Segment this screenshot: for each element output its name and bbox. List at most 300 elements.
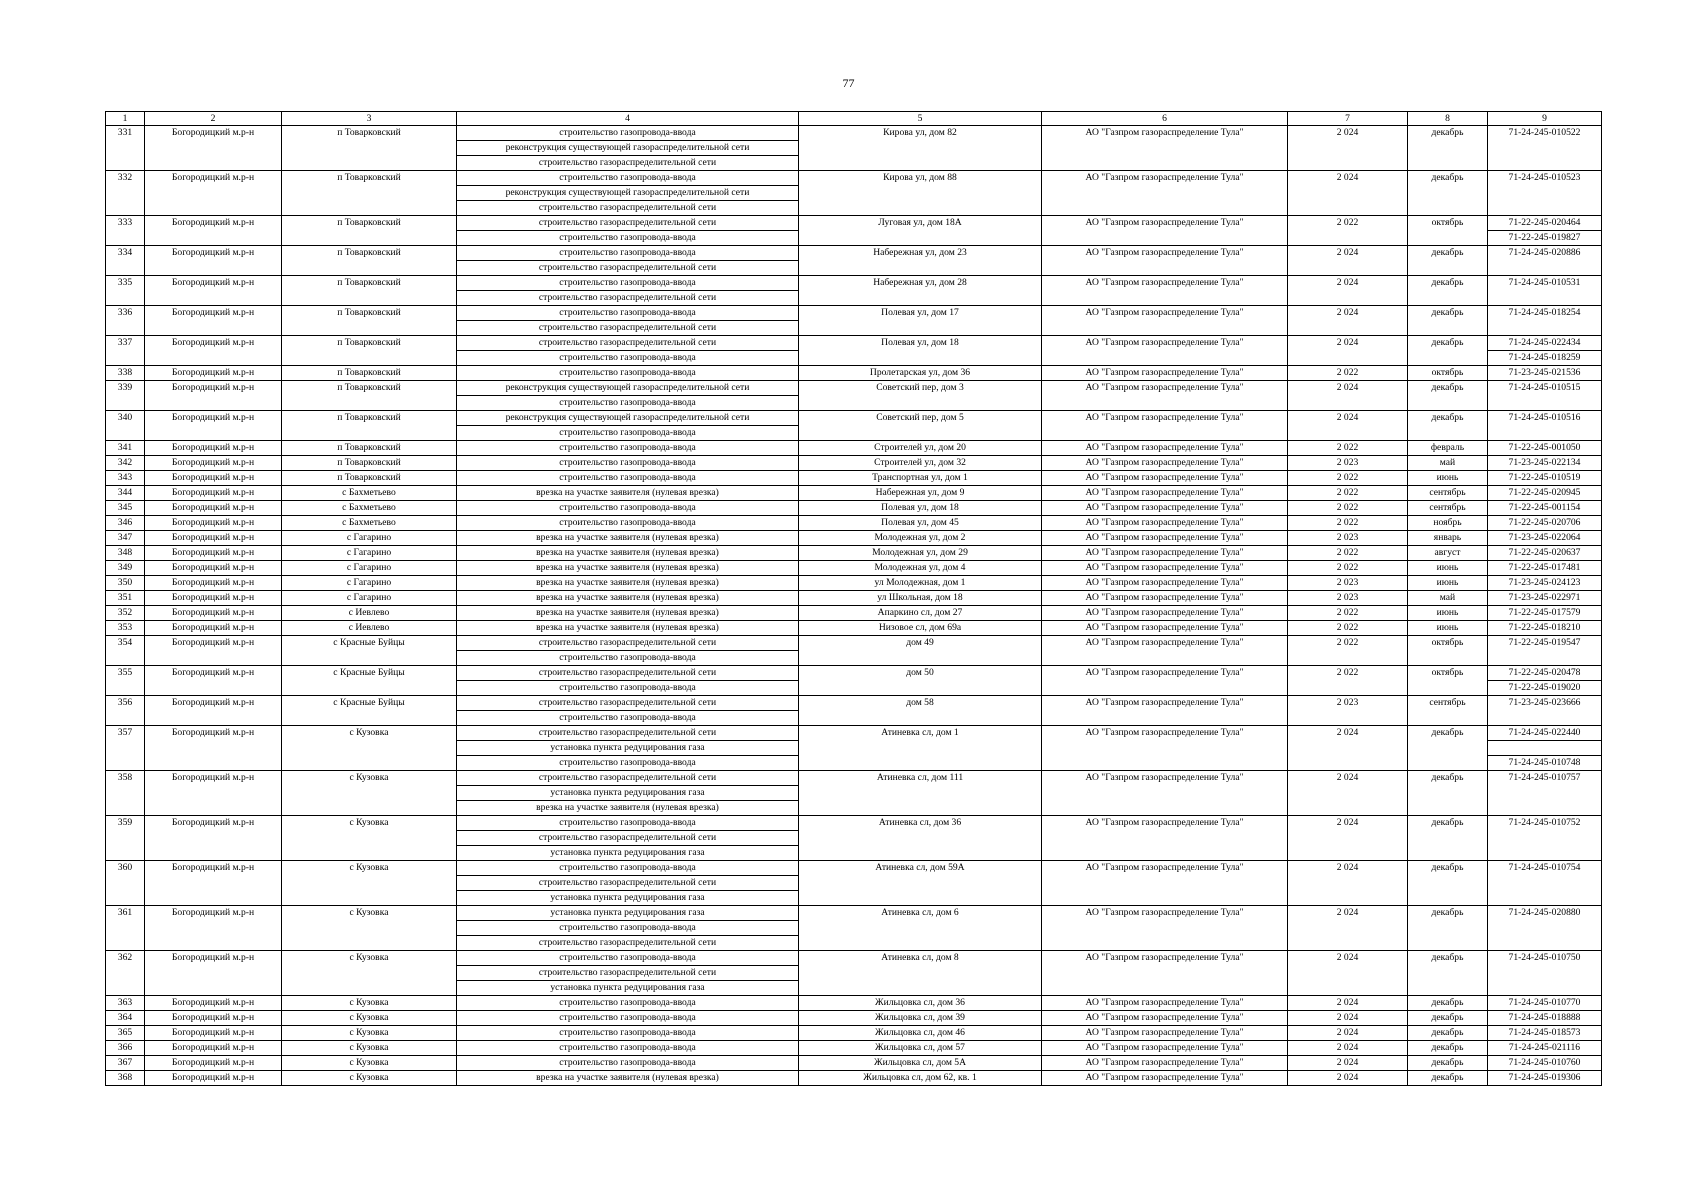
district-cell: Богородицкий м.р-н — [145, 501, 282, 516]
work-type-cell: врезка на участке заявителя (нулевая врезка) — [457, 621, 799, 636]
row-number: 346 — [106, 516, 145, 531]
locality-cell: п Товарковский — [282, 306, 457, 336]
month-cell: май — [1408, 456, 1488, 471]
table-row — [106, 576, 1602, 591]
work-type-cell: строительство газопровода-ввода — [457, 951, 799, 966]
table-row — [106, 816, 1602, 831]
work-type-cell: строительство газораспределительной сети — [457, 966, 799, 981]
address-cell: Полевая ул, дом 45 — [799, 516, 1042, 531]
address-cell: Кирова ул, дом 82 — [799, 126, 1042, 171]
month-cell: сентябрь — [1408, 696, 1488, 726]
locality-cell: п Товарковский — [282, 216, 457, 246]
year-cell: 2 024 — [1288, 861, 1408, 906]
organization-cell: АО "Газпром газораспределение Тула" — [1042, 861, 1288, 906]
organization-cell: АО "Газпром газораспределение Тула" — [1042, 1056, 1288, 1071]
month-cell: декабрь — [1408, 1041, 1488, 1056]
district-cell: Богородицкий м.р-н — [145, 126, 282, 171]
organization-cell: АО "Газпром газораспределение Тула" — [1042, 1071, 1288, 1086]
row-number: 351 — [106, 591, 145, 606]
table-row — [106, 381, 1602, 396]
table-row — [106, 546, 1602, 561]
year-cell: 2 022 — [1288, 516, 1408, 531]
year-cell: 2 023 — [1288, 696, 1408, 726]
code-cell: 71-22-245-020478 — [1488, 666, 1602, 681]
organization-cell: АО "Газпром газораспределение Тула" — [1042, 666, 1288, 696]
row-number: 366 — [106, 1041, 145, 1056]
district-cell: Богородицкий м.р-н — [145, 516, 282, 531]
work-type-cell: реконструкция существующей газораспределительной сети — [457, 411, 799, 426]
work-type-cell: врезка на участке заявителя (нулевая врезка) — [457, 591, 799, 606]
work-type-cell: установка пункта редуцирования газа — [457, 741, 799, 756]
year-cell: 2 024 — [1288, 411, 1408, 441]
code-cell: 71-24-245-021116 — [1488, 1041, 1602, 1056]
address-cell: Набережная ул, дом 23 — [799, 246, 1042, 276]
district-cell: Богородицкий м.р-н — [145, 1056, 282, 1071]
month-cell: июнь — [1408, 576, 1488, 591]
work-type-cell: строительство газораспределительной сети — [457, 201, 799, 216]
address-cell: Набережная ул, дом 28 — [799, 276, 1042, 306]
row-number: 340 — [106, 411, 145, 441]
row-number: 336 — [106, 306, 145, 336]
work-type-cell: установка пункта редуцирования газа — [457, 786, 799, 801]
column-header: 3 — [282, 112, 457, 126]
year-cell: 2 024 — [1288, 816, 1408, 861]
district-cell: Богородицкий м.р-н — [145, 276, 282, 306]
district-cell: Богородицкий м.р-н — [145, 366, 282, 381]
work-type-cell: врезка на участке заявителя (нулевая врезка) — [457, 486, 799, 501]
code-cell: 71-22-245-019547 — [1488, 636, 1602, 666]
work-type-cell: строительство газопровода-ввода — [457, 231, 799, 246]
work-type-cell: строительство газопровода-ввода — [457, 456, 799, 471]
row-number: 362 — [106, 951, 145, 996]
year-cell: 2 024 — [1288, 1041, 1408, 1056]
year-cell: 2 024 — [1288, 336, 1408, 366]
table-row — [106, 606, 1602, 621]
address-cell: Жильцовка сл, дом 57 — [799, 1041, 1042, 1056]
table-row — [106, 336, 1602, 351]
code-cell: 71-22-245-018210 — [1488, 621, 1602, 636]
year-cell: 2 022 — [1288, 216, 1408, 246]
address-cell: дом 58 — [799, 696, 1042, 726]
work-type-cell: строительство газораспределительной сети — [457, 936, 799, 951]
locality-cell: с Кузовка — [282, 996, 457, 1011]
row-number: 343 — [106, 471, 145, 486]
code-cell — [1488, 741, 1602, 756]
table-row — [106, 1011, 1602, 1026]
code-cell: 71-24-245-010750 — [1488, 951, 1602, 996]
header-row — [106, 112, 1602, 126]
code-cell: 71-22-245-017481 — [1488, 561, 1602, 576]
district-cell: Богородицкий м.р-н — [145, 546, 282, 561]
row-number: 350 — [106, 576, 145, 591]
district-cell: Богородицкий м.р-н — [145, 531, 282, 546]
month-cell: декабрь — [1408, 1056, 1488, 1071]
table-row — [106, 516, 1602, 531]
table-row — [106, 771, 1602, 786]
year-cell: 2 024 — [1288, 996, 1408, 1011]
month-cell: октябрь — [1408, 366, 1488, 381]
code-cell: 71-22-245-020945 — [1488, 486, 1602, 501]
address-cell: Транспортная ул, дом 1 — [799, 471, 1042, 486]
code-cell: 71-22-245-010519 — [1488, 471, 1602, 486]
row-number: 339 — [106, 381, 145, 411]
column-header: 1 — [106, 112, 145, 126]
organization-cell: АО "Газпром газораспределение Тула" — [1042, 516, 1288, 531]
locality-cell: с Кузовка — [282, 726, 457, 771]
organization-cell: АО "Газпром газораспределение Тула" — [1042, 126, 1288, 171]
address-cell: Атиневка сл, дом 36 — [799, 816, 1042, 861]
code-cell: 71-24-245-010754 — [1488, 861, 1602, 906]
code-cell: 71-24-245-018888 — [1488, 1011, 1602, 1026]
year-cell: 2 024 — [1288, 246, 1408, 276]
work-type-cell: строительство газопровода-ввода — [457, 351, 799, 366]
work-type-cell: врезка на участке заявителя (нулевая врезка) — [457, 561, 799, 576]
row-number: 363 — [106, 996, 145, 1011]
month-cell: декабрь — [1408, 411, 1488, 441]
address-cell: Советский пер, дом 5 — [799, 411, 1042, 441]
year-cell: 2 023 — [1288, 456, 1408, 471]
work-type-cell: врезка на участке заявителя (нулевая врезка) — [457, 801, 799, 816]
month-cell: декабрь — [1408, 1011, 1488, 1026]
table-row — [106, 276, 1602, 291]
row-number: 352 — [106, 606, 145, 621]
work-type-cell: строительство газораспределительной сети — [457, 261, 799, 276]
work-type-cell: установка пункта редуцирования газа — [457, 981, 799, 996]
address-cell: Молодежная ул, дом 4 — [799, 561, 1042, 576]
work-type-cell: установка пункта редуцирования газа — [457, 906, 799, 921]
row-number: 345 — [106, 501, 145, 516]
work-type-cell: врезка на участке заявителя (нулевая врезка) — [457, 576, 799, 591]
organization-cell: АО "Газпром газораспределение Тула" — [1042, 1011, 1288, 1026]
address-cell: Полевая ул, дом 18 — [799, 336, 1042, 366]
work-type-cell: строительство газопровода-ввода — [457, 516, 799, 531]
district-cell: Богородицкий м.р-н — [145, 246, 282, 276]
row-number: 360 — [106, 861, 145, 906]
organization-cell: АО "Газпром газораспределение Тула" — [1042, 816, 1288, 861]
table-body — [106, 126, 1602, 1086]
district-cell: Богородицкий м.р-н — [145, 1041, 282, 1056]
month-cell: декабрь — [1408, 816, 1488, 861]
row-number: 353 — [106, 621, 145, 636]
district-cell: Богородицкий м.р-н — [145, 666, 282, 696]
row-number: 359 — [106, 816, 145, 861]
district-cell: Богородицкий м.р-н — [145, 906, 282, 951]
work-type-cell: врезка на участке заявителя (нулевая врезка) — [457, 546, 799, 561]
address-cell: Жильцовка сл, дом 39 — [799, 1011, 1042, 1026]
year-cell: 2 022 — [1288, 441, 1408, 456]
district-cell: Богородицкий м.р-н — [145, 486, 282, 501]
address-cell: ул Школьная, дом 18 — [799, 591, 1042, 606]
organization-cell: АО "Газпром газораспределение Тула" — [1042, 636, 1288, 666]
table-row — [106, 411, 1602, 426]
organization-cell: АО "Газпром газораспределение Тула" — [1042, 726, 1288, 771]
work-type-cell: строительство газопровода-ввода — [457, 126, 799, 141]
address-cell: дом 50 — [799, 666, 1042, 696]
month-cell: декабрь — [1408, 861, 1488, 906]
organization-cell: АО "Газпром газораспределение Тула" — [1042, 441, 1288, 456]
page-number: 77 — [842, 76, 855, 90]
organization-cell: АО "Газпром газораспределение Тула" — [1042, 306, 1288, 336]
code-cell: 71-24-245-020880 — [1488, 906, 1602, 951]
month-cell: октябрь — [1408, 666, 1488, 696]
district-cell: Богородицкий м.р-н — [145, 726, 282, 771]
organization-cell: АО "Газпром газораспределение Тула" — [1042, 1041, 1288, 1056]
locality-cell: с Гагарино — [282, 561, 457, 576]
code-cell: 71-22-245-020706 — [1488, 516, 1602, 531]
work-type-cell: строительство газопровода-ввода — [457, 171, 799, 186]
code-cell: 71-22-245-020637 — [1488, 546, 1602, 561]
address-cell: Жильцовка сл, дом 46 — [799, 1026, 1042, 1041]
locality-cell: с Бахметьево — [282, 486, 457, 501]
row-number: 342 — [106, 456, 145, 471]
work-type-cell: строительство газопровода-ввода — [457, 396, 799, 411]
row-number: 358 — [106, 771, 145, 816]
row-number: 361 — [106, 906, 145, 951]
address-cell: Полевая ул, дом 17 — [799, 306, 1042, 336]
organization-cell: АО "Газпром газораспределение Тула" — [1042, 996, 1288, 1011]
work-type-cell: строительство газопровода-ввода — [457, 441, 799, 456]
district-cell: Богородицкий м.р-н — [145, 1026, 282, 1041]
code-cell: 71-24-245-010760 — [1488, 1056, 1602, 1071]
work-type-cell: строительство газораспределительной сети — [457, 216, 799, 231]
organization-cell: АО "Газпром газораспределение Тула" — [1042, 696, 1288, 726]
table-row — [106, 501, 1602, 516]
row-number: 338 — [106, 366, 145, 381]
organization-cell: АО "Газпром газораспределение Тула" — [1042, 246, 1288, 276]
organization-cell: АО "Газпром газораспределение Тула" — [1042, 336, 1288, 366]
table-row — [106, 1056, 1602, 1071]
month-cell: декабрь — [1408, 726, 1488, 771]
organization-cell: АО "Газпром газораспределение Тула" — [1042, 501, 1288, 516]
organization-cell: АО "Газпром газораспределение Тула" — [1042, 546, 1288, 561]
row-number: 357 — [106, 726, 145, 771]
work-type-cell: строительство газопровода-ввода — [457, 681, 799, 696]
organization-cell: АО "Газпром газораспределение Тула" — [1042, 951, 1288, 996]
table-row — [106, 456, 1602, 471]
work-type-cell: строительство газопровода-ввода — [457, 1011, 799, 1026]
row-number: 334 — [106, 246, 145, 276]
district-cell: Богородицкий м.р-н — [145, 456, 282, 471]
month-cell: октябрь — [1408, 636, 1488, 666]
table-row — [106, 906, 1602, 921]
code-cell: 71-24-245-019306 — [1488, 1071, 1602, 1086]
locality-cell: с Иевлево — [282, 606, 457, 621]
work-type-cell: строительство газопровода-ввода — [457, 501, 799, 516]
month-cell: декабрь — [1408, 276, 1488, 306]
year-cell: 2 024 — [1288, 1026, 1408, 1041]
district-cell: Богородицкий м.р-н — [145, 336, 282, 366]
column-header: 6 — [1042, 112, 1288, 126]
year-cell: 2 022 — [1288, 546, 1408, 561]
organization-cell: АО "Газпром газораспределение Тула" — [1042, 771, 1288, 816]
table-row — [106, 486, 1602, 501]
row-number: 335 — [106, 276, 145, 306]
work-type-cell: строительство газопровода-ввода — [457, 1026, 799, 1041]
table-row — [106, 666, 1602, 681]
table-row — [106, 696, 1602, 711]
row-number: 368 — [106, 1071, 145, 1086]
code-cell: 71-22-245-019827 — [1488, 231, 1602, 246]
table-row — [106, 861, 1602, 876]
district-cell: Богородицкий м.р-н — [145, 441, 282, 456]
address-cell: Атиневка сл, дом 1 — [799, 726, 1042, 771]
address-cell: Молодежная ул, дом 2 — [799, 531, 1042, 546]
row-number: 356 — [106, 696, 145, 726]
code-cell: 71-24-245-010752 — [1488, 816, 1602, 861]
code-cell: 71-22-245-020464 — [1488, 216, 1602, 231]
year-cell: 2 024 — [1288, 1056, 1408, 1071]
locality-cell: с Кузовка — [282, 1011, 457, 1026]
work-type-cell: строительство газораспределительной сети — [457, 636, 799, 651]
month-cell: сентябрь — [1408, 501, 1488, 516]
locality-cell: с Кузовка — [282, 771, 457, 816]
year-cell: 2 024 — [1288, 951, 1408, 996]
address-cell: Атиневка сл, дом 8 — [799, 951, 1042, 996]
work-type-cell: врезка на участке заявителя (нулевая врезка) — [457, 531, 799, 546]
work-type-cell: строительство газопровода-ввода — [457, 756, 799, 771]
month-cell: июнь — [1408, 561, 1488, 576]
organization-cell: АО "Газпром газораспределение Тула" — [1042, 606, 1288, 621]
code-cell: 71-24-245-022434 — [1488, 336, 1602, 351]
address-cell: Советский пер, дом 3 — [799, 381, 1042, 411]
address-cell: ул Молодежная, дом 1 — [799, 576, 1042, 591]
month-cell: декабрь — [1408, 381, 1488, 411]
table-row — [106, 471, 1602, 486]
organization-cell: АО "Газпром газораспределение Тула" — [1042, 531, 1288, 546]
table-row — [106, 561, 1602, 576]
district-cell: Богородицкий м.р-н — [145, 606, 282, 621]
district-cell: Богородицкий м.р-н — [145, 996, 282, 1011]
address-cell: Жильцовка сл, дом 36 — [799, 996, 1042, 1011]
code-cell: 71-24-245-020886 — [1488, 246, 1602, 276]
work-type-cell: реконструкция существующей газораспределительной сети — [457, 381, 799, 396]
table-row — [106, 621, 1602, 636]
year-cell: 2 024 — [1288, 1071, 1408, 1086]
table-row — [106, 1071, 1602, 1086]
year-cell: 2 024 — [1288, 126, 1408, 171]
table-row — [106, 726, 1602, 741]
month-cell: февраль — [1408, 441, 1488, 456]
row-number: 348 — [106, 546, 145, 561]
work-type-cell: строительство газопровода-ввода — [457, 651, 799, 666]
code-cell: 71-24-245-010757 — [1488, 771, 1602, 816]
work-type-cell: строительство газораспределительной сети — [457, 666, 799, 681]
month-cell: декабрь — [1408, 336, 1488, 366]
locality-cell: с Бахметьево — [282, 501, 457, 516]
column-header: 2 — [145, 112, 282, 126]
code-cell: 71-24-245-018259 — [1488, 351, 1602, 366]
address-cell: Атиневка сл, дом 111 — [799, 771, 1042, 816]
table-row — [106, 366, 1602, 381]
code-cell: 71-23-245-024123 — [1488, 576, 1602, 591]
work-type-cell: строительство газопровода-ввода — [457, 816, 799, 831]
organization-cell: АО "Газпром газораспределение Тула" — [1042, 216, 1288, 246]
work-type-cell: строительство газораспределительной сети — [457, 696, 799, 711]
table-row — [106, 1026, 1602, 1041]
month-cell: декабрь — [1408, 906, 1488, 951]
code-cell: 71-24-245-010770 — [1488, 996, 1602, 1011]
work-type-cell: строительство газораспределительной сети — [457, 831, 799, 846]
organization-cell: АО "Газпром газораспределение Тула" — [1042, 621, 1288, 636]
code-cell: 71-24-245-010523 — [1488, 171, 1602, 216]
work-type-cell: строительство газораспределительной сети — [457, 291, 799, 306]
organization-cell: АО "Газпром газораспределение Тула" — [1042, 486, 1288, 501]
work-type-cell: строительство газопровода-ввода — [457, 366, 799, 381]
year-cell: 2 022 — [1288, 606, 1408, 621]
work-type-cell: строительство газопровода-ввода — [457, 1056, 799, 1071]
organization-cell: АО "Газпром газораспределение Тула" — [1042, 471, 1288, 486]
locality-cell: п Товарковский — [282, 456, 457, 471]
organization-cell: АО "Газпром газораспределение Тула" — [1042, 906, 1288, 951]
locality-cell: с Кузовка — [282, 1056, 457, 1071]
code-cell: 71-24-245-010531 — [1488, 276, 1602, 306]
address-cell: Набережная ул, дом 9 — [799, 486, 1042, 501]
row-number: 349 — [106, 561, 145, 576]
address-cell: Строителей ул, дом 32 — [799, 456, 1042, 471]
organization-cell: АО "Газпром газораспределение Тула" — [1042, 1026, 1288, 1041]
table-row — [106, 636, 1602, 651]
code-cell: 71-24-245-010516 — [1488, 411, 1602, 441]
data-table — [105, 111, 1602, 1086]
work-type-cell: строительство газопровода-ввода — [457, 306, 799, 321]
work-type-cell: врезка на участке заявителя (нулевая врезка) — [457, 1071, 799, 1086]
locality-cell: с Гагарино — [282, 546, 457, 561]
year-cell: 2 023 — [1288, 531, 1408, 546]
year-cell: 2 022 — [1288, 366, 1408, 381]
column-header: 8 — [1408, 112, 1488, 126]
organization-cell: АО "Газпром газораспределение Тула" — [1042, 591, 1288, 606]
month-cell: сентябрь — [1408, 486, 1488, 501]
column-header: 7 — [1288, 112, 1408, 126]
work-type-cell: строительство газопровода-ввода — [457, 471, 799, 486]
locality-cell: п Товарковский — [282, 411, 457, 441]
code-cell: 71-24-245-010522 — [1488, 126, 1602, 171]
organization-cell: АО "Газпром газораспределение Тула" — [1042, 561, 1288, 576]
table-row — [106, 126, 1602, 141]
address-cell: Пролетарская ул, дом 36 — [799, 366, 1042, 381]
district-cell: Богородицкий м.р-н — [145, 861, 282, 906]
district-cell: Богородицкий м.р-н — [145, 696, 282, 726]
month-cell: декабрь — [1408, 996, 1488, 1011]
month-cell: декабрь — [1408, 306, 1488, 336]
year-cell: 2 024 — [1288, 771, 1408, 816]
month-cell: май — [1408, 591, 1488, 606]
table-row — [106, 531, 1602, 546]
work-type-cell: реконструкция существующей газораспределительной сети — [457, 141, 799, 156]
year-cell: 2 024 — [1288, 276, 1408, 306]
row-number: 354 — [106, 636, 145, 666]
district-cell: Богородицкий м.р-н — [145, 171, 282, 216]
district-cell: Богородицкий м.р-н — [145, 591, 282, 606]
district-cell: Богородицкий м.р-н — [145, 636, 282, 666]
year-cell: 2 022 — [1288, 636, 1408, 666]
row-number: 337 — [106, 336, 145, 366]
organization-cell: АО "Газпром газораспределение Тула" — [1042, 411, 1288, 441]
address-cell: Жильцовка сл, дом 5А — [799, 1056, 1042, 1071]
work-type-cell: установка пункта редуцирования газа — [457, 846, 799, 861]
month-cell: декабрь — [1408, 771, 1488, 816]
locality-cell: с Кузовка — [282, 816, 457, 861]
year-cell: 2 024 — [1288, 906, 1408, 951]
table-row — [106, 306, 1602, 321]
table-row — [106, 1041, 1602, 1056]
year-cell: 2 023 — [1288, 576, 1408, 591]
row-number: 367 — [106, 1056, 145, 1071]
address-cell: Атиневка сл, дом 59А — [799, 861, 1042, 906]
address-cell: дом 49 — [799, 636, 1042, 666]
month-cell: август — [1408, 546, 1488, 561]
locality-cell: с Кузовка — [282, 861, 457, 906]
